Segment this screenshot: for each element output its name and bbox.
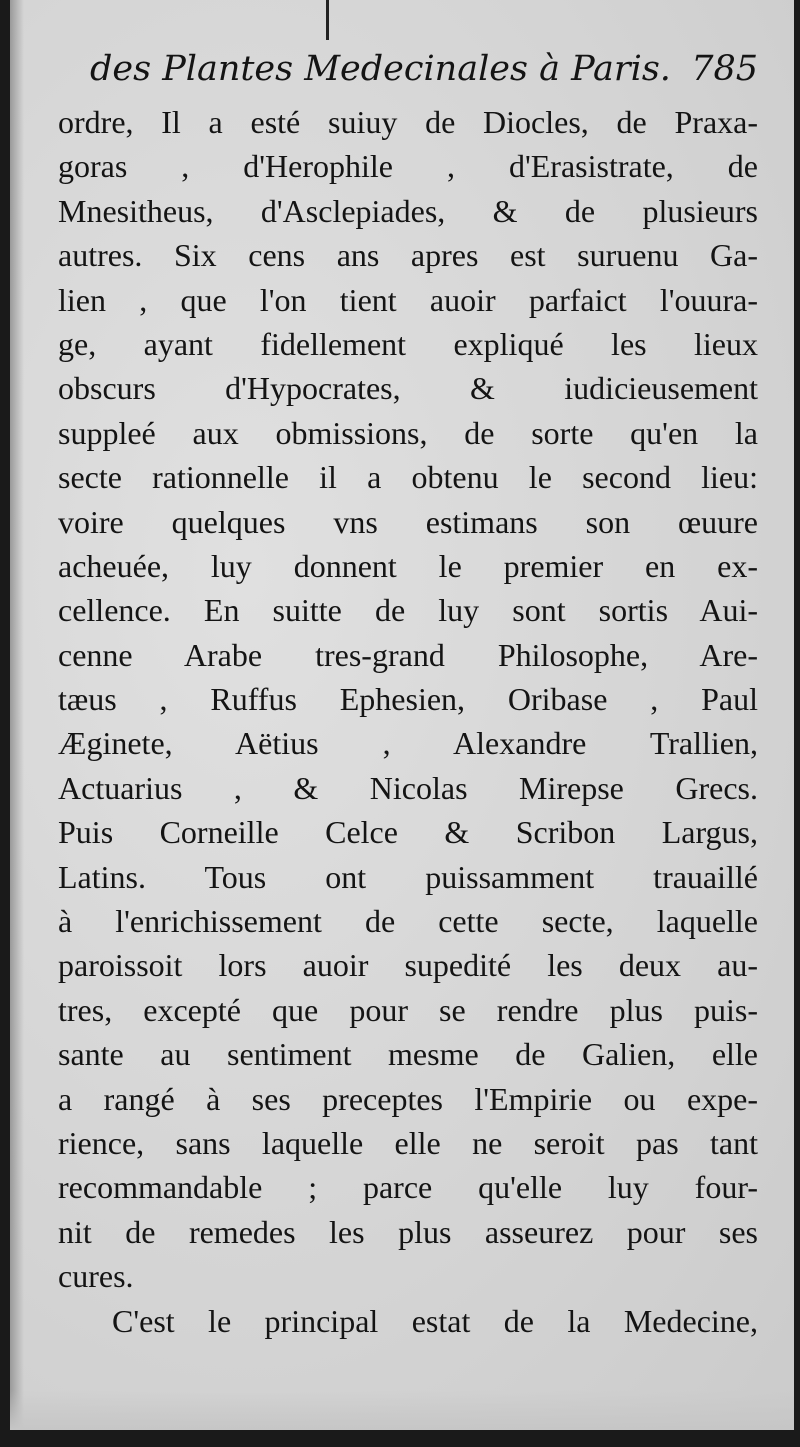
text-line: tæus , Ruffus Ephesien, Oribase , Paul — [58, 681, 758, 718]
page-number: 785 — [691, 49, 758, 89]
text-line: goras , d'Herophile , d'Erasistrate, de — [58, 148, 758, 185]
text-line: sante au sentiment mesme de Galien, elle — [58, 1036, 758, 1073]
text-line: autres. Six cens ans apres est suruenu Ga- — [58, 237, 758, 274]
text-line: à l'enrichissement de cette secte, laquelle — [58, 903, 758, 940]
text-line: Puis Corneille Celce & Scribon Largus, — [58, 814, 758, 851]
text-line: Latins. Tous ont puissamment trauaillé — [58, 858, 758, 895]
text-line: nit de remedes les plus asseurez pour ses — [58, 1213, 758, 1250]
text-line: a rangé à ses preceptes l'Empirie ou expe- — [58, 1080, 758, 1117]
body-text — [58, 100, 758, 1343]
text-line: obscurs d'Hypocrates, & iudicieusement — [58, 370, 758, 407]
text-line: lien , que l'on tient auoir parfaict l'ouura- — [58, 281, 758, 318]
text-line: cellence. En suitte de luy sont sortis Aui- — [58, 592, 758, 629]
paragraph-end-line: cures. — [58, 1258, 134, 1295]
text-line: Mnesitheus, d'Asclepiades, & de plusieurs — [58, 192, 758, 229]
text-line: acheuée, luy donnent le premier en ex- — [58, 547, 758, 584]
text-line: ge, ayant fidellement expliqué les lieux — [58, 325, 758, 362]
text-line: Actuarius , & Nicolas Mirepse Grecs. — [58, 769, 758, 806]
text-line: rience, sans laquelle elle ne seroit pas tant — [58, 1124, 758, 1161]
page-bottom-edge — [10, 1390, 794, 1430]
text-line: suppleé aux obmissions, de sorte qu'en la — [58, 414, 758, 451]
paragraph-start-line: C'est le principal estat de la Medecine, — [112, 1302, 758, 1339]
text-line: paroissoit lors auoir supedité les deux au- — [58, 947, 758, 984]
text-line: cenne Arabe tres-grand Philosophe, Are- — [58, 636, 758, 673]
text-line: recommandable ; parce qu'elle luy four- — [58, 1169, 758, 1206]
text-line: secte rationnelle il a obtenu le second lieu: — [58, 459, 758, 496]
text-line: voire quelques vns estimans son œuure — [58, 503, 758, 540]
gutter-mark — [326, 0, 329, 40]
text-line: Æginete, Aëtius , Alexandre Trallien, — [58, 725, 758, 762]
text-line: tres, excepté que pour se rendre plus puis- — [58, 991, 758, 1028]
page-header — [72, 44, 762, 94]
book-page — [10, 0, 794, 1430]
text-line: ordre, Il a esté suiuy de Diocles, de Praxa- — [58, 104, 758, 140]
running-head: des Plantes Medecinales à Paris. — [90, 49, 671, 89]
binding-shadow — [10, 0, 24, 1430]
